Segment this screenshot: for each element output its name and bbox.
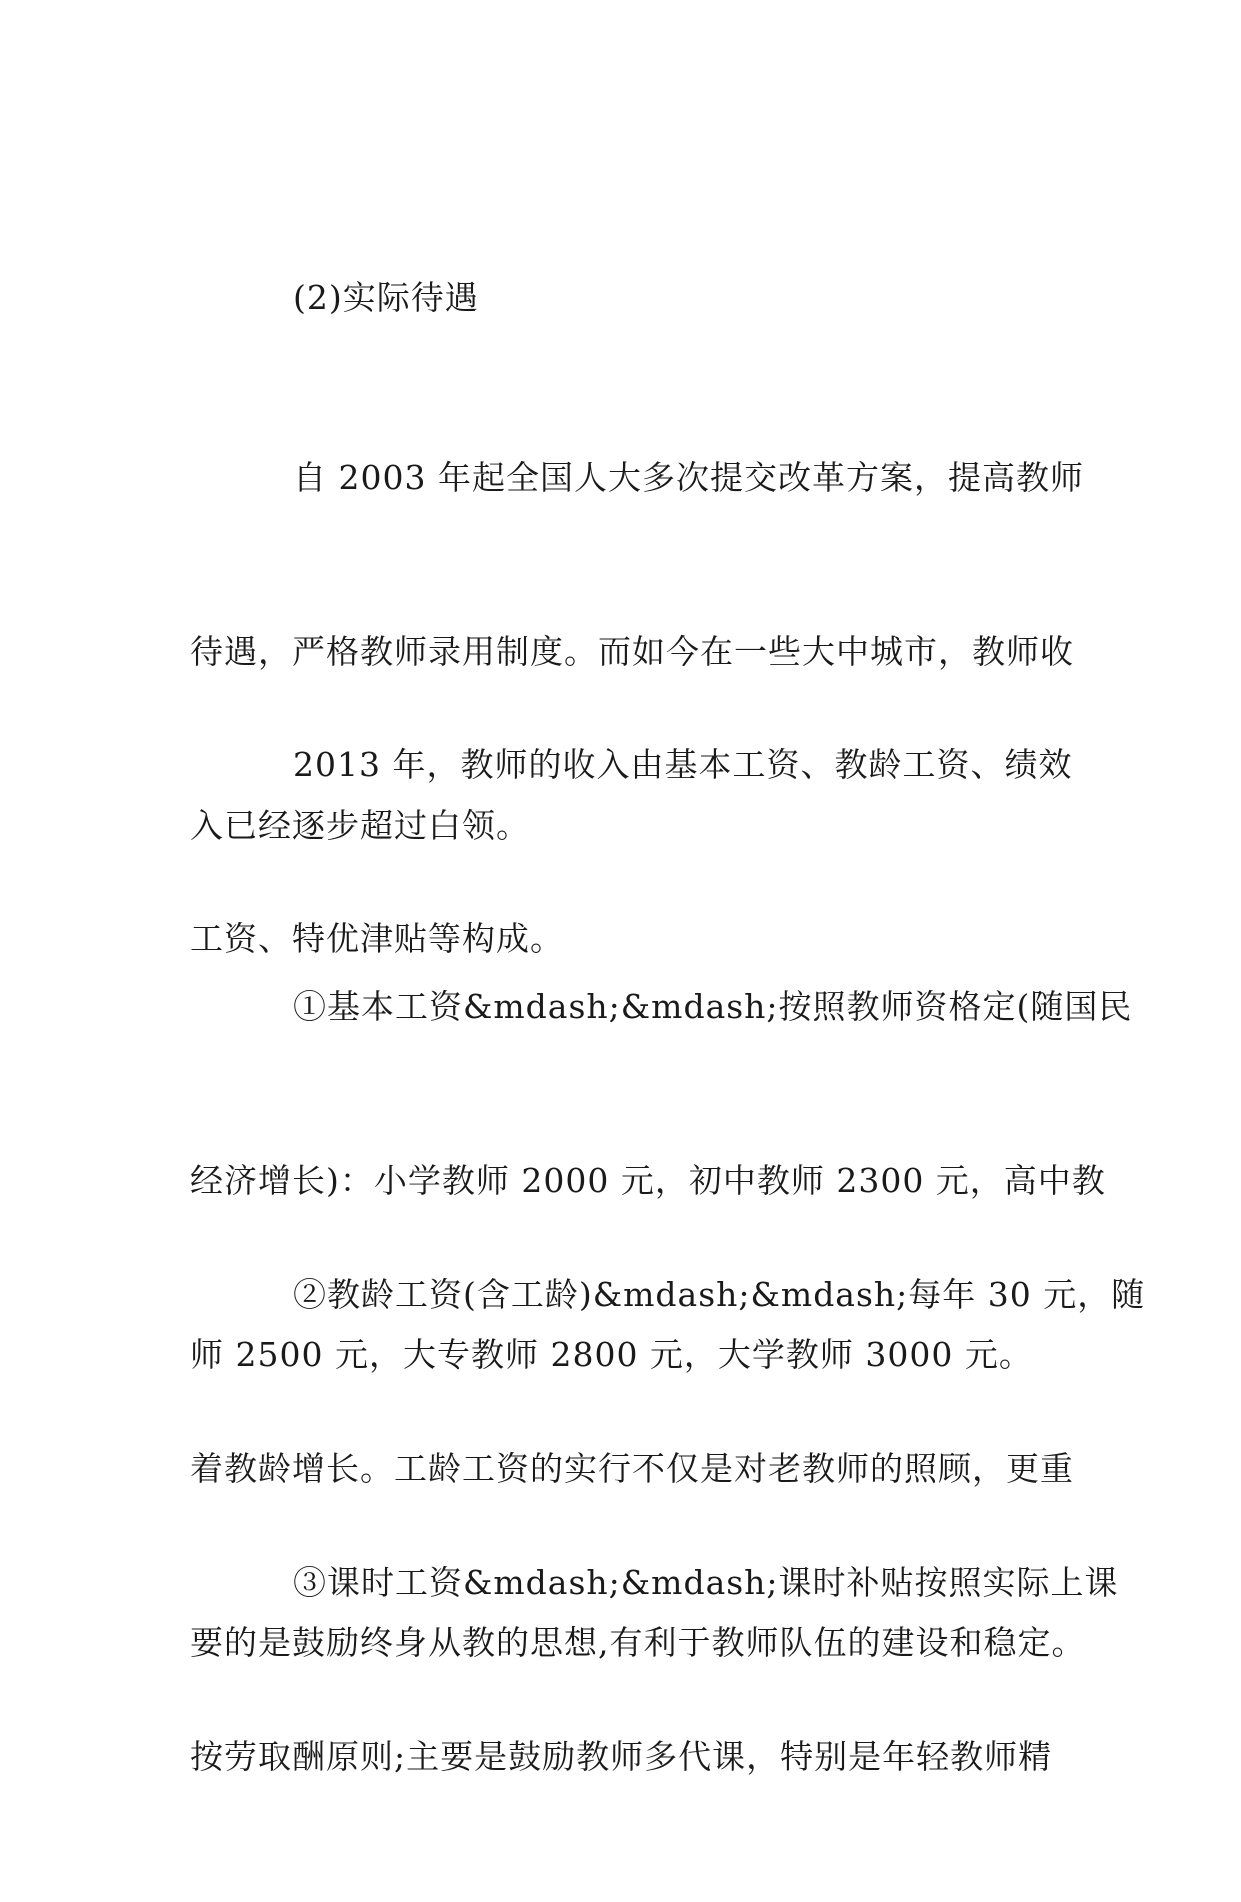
heading-text: (2)实际待遇 — [293, 278, 479, 317]
paragraph-line: ③课时工资&mdash;&mdash;课时补贴按照实际上课 — [293, 1563, 1119, 1602]
paragraph-line: 自 2003 年起全国人大多次提交改革方案，提高教师 — [293, 458, 1084, 497]
paragraph-line: 待遇，严格教师录用制度。而如今在一些大中城市，教师收 — [190, 632, 1074, 671]
paragraph-line: 入已经逐步超过白领。 — [190, 806, 530, 845]
paragraph-class-hour-salary — [190, 1438, 1119, 1902]
paragraph-line: ②教龄工资(含工龄)&mdash;&mdash;每年 30 元，随 — [293, 1275, 1146, 1314]
paragraph-line: 2013 年，教师的收入由基本工资、教龄工资、绩效 — [293, 745, 1073, 784]
paragraph-line: 经济增长)：小学教师 2000 元，初中教师 2300 元，高中教 — [190, 1161, 1106, 1200]
paragraph-line: 工资、特优津贴等构成。 — [190, 919, 564, 958]
paragraph-line: 师 2500 元，大专教师 2800 元，大学教师 3000 元。 — [190, 1335, 1033, 1374]
paragraph-line: 着教龄增长。工龄工资的实行不仅是对老教师的照顾，更重 — [190, 1449, 1074, 1488]
paragraph-line: 要的是鼓励终身从教的思想,有利于教师队伍的建设和稳定。 — [190, 1623, 1086, 1662]
paragraph-line: ①基本工资&mdash;&mdash;按照教师资格定(随国民 — [293, 987, 1133, 1026]
paragraph-line: 按劳取酬原则;主要是鼓励教师多代课，特别是年轻教师精 — [190, 1737, 1053, 1776]
